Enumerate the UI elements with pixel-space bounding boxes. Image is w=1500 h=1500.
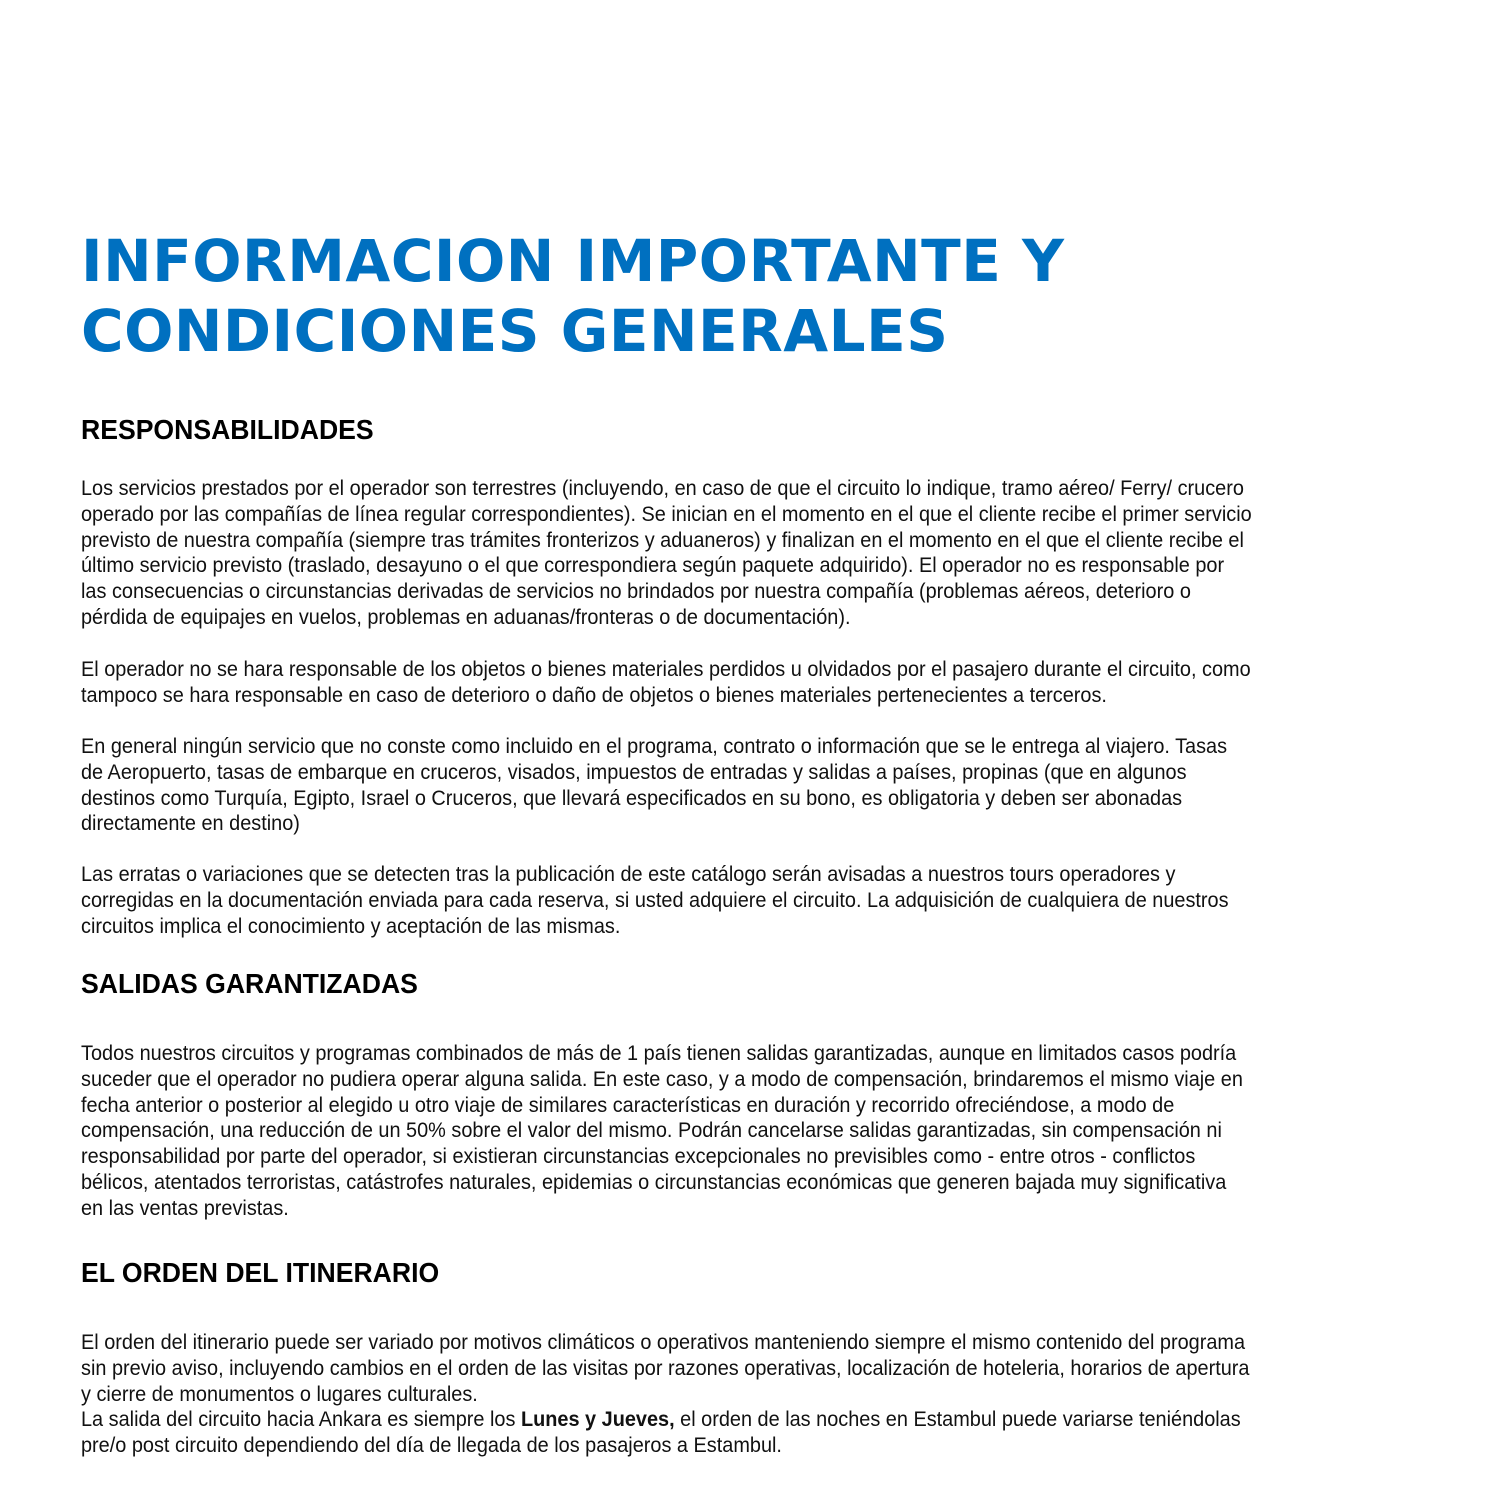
paragraph-orden-itinerario-2 xyxy=(81,1407,1241,1459)
text-line: Los servicios prestados por el operador son terrestres (incluyendo, en caso de que el circuito lo indique, tramo aéreo/ Ferry/ crucero xyxy=(81,476,1244,500)
section-heading-salidas-garantizadas: SALIDAS GARANTIZADAS xyxy=(81,968,418,999)
text-line: Todos nuestros circuitos y programas combinados de más de 1 país tienen salidas garantizadas, aunque en limitados casos podría xyxy=(81,1041,1237,1065)
paragraph-responsabilidades-1 xyxy=(81,476,1252,631)
text-line: directamente en destino) xyxy=(81,811,300,836)
paragraph-orden-itinerario-1 xyxy=(81,1330,1249,1407)
title-line-1: INFORMACION IMPORTANTE Y xyxy=(81,227,1065,295)
text-line: suceder que el operador no pudiera operar alguna salida. En este caso, y a modo de compensación, brindaremos el mismo viaje en xyxy=(81,1066,1243,1091)
text-line: tampoco se hara responsable en caso de deterioro o daño de objetos o bienes materiales pertenecientes a terceros. xyxy=(81,682,1107,707)
paragraph-responsabilidades-2 xyxy=(81,657,1251,709)
paragraph-responsabilidades-4 xyxy=(81,862,1229,939)
title-line-2: CONDICIONES GENERALES xyxy=(81,297,949,365)
text-line: circuitos implica el conocimiento y aceptación de las mismas. xyxy=(81,913,621,938)
text-line: bélicos, atentados terroristas, catástrofes naturales, epidemias o circunstancias económicas que generen bajada muy significativa xyxy=(81,1169,1227,1194)
text-line: de Aeropuerto, tasas de embarque en cruceros, visados, impuestos de entradas y salidas a países, propinas (que en algunos xyxy=(81,759,1187,784)
text-segment: La salida del circuito hacia Ankara es siempre los xyxy=(81,1407,521,1431)
text-line: las consecuencias o circunstancias derivadas de servicios no brindados por nuestra compañía (problemas aéreos, deterioro o xyxy=(81,579,1191,604)
text-line: último servicio previsto (traslado, desayuno o el que correspondiera según paquete adquirido). El operador no es responsable por xyxy=(81,553,1225,578)
text-line: previsto de nuestra compañía (siempre tras trámites fronterizos y aduaneros) y finalizan en el momento en el que el cliente recibe el xyxy=(81,527,1244,552)
bold-days-text: Lunes y Jueves, xyxy=(520,1407,675,1431)
text-line: corregidas en la documentación enviada para cada reserva, si usted adquiere el circuito. La adquisición de cualquiera de nuestros xyxy=(81,887,1229,912)
text-line: pre/o post circuito dependiendo del día de llegada de los pasajeros a Estambul. xyxy=(81,1432,782,1457)
text-line: y cierre de monumentos o lugares culturales. xyxy=(81,1381,478,1406)
text-line: destinos como Turquía, Egipto, Israel o Cruceros, que llevará especificados en su bono, es obligatoria y deben ser abonadas xyxy=(81,785,1183,810)
text-line: responsabilidad por parte del operador, si existieran circunstancias excepcionales no previsibles como - entre otros - conflictos xyxy=(81,1144,1196,1169)
paragraph-salidas-garantizadas xyxy=(81,1041,1243,1222)
text-line: compensación, una reducción de un 50% sobre el valor del mismo. Podrán cancelarse salidas garantizadas, sin compensación ni xyxy=(81,1118,1222,1143)
text-line: Las erratas o variaciones que se detecten tras la publicación de este catálogo serán avisadas a nuestros tours operadores y xyxy=(81,862,1176,886)
text-line xyxy=(81,1407,1241,1433)
text-line: El orden del itinerario puede ser variado por motivos climáticos o operativos manteniendo siempre el mismo contenido del programa xyxy=(81,1330,1246,1354)
section-heading-orden-itinerario: EL ORDEN DEL ITINERARIO xyxy=(81,1257,440,1288)
paragraph-responsabilidades-3 xyxy=(81,734,1227,837)
text-line: En general ningún servicio que no conste como incluido en el programa, contrato o información que se le entrega al viajero. Tasas xyxy=(81,734,1228,758)
text-line: pérdida de equipajes en vuelos, problemas en aduanas/fronteras o de documentación). xyxy=(81,604,851,629)
text-line: sin previo aviso, incluyendo cambios en el orden de las visitas por razones operativas, localización de hoteleria, horarios de apertura xyxy=(81,1355,1250,1380)
text-line: fecha anterior o posterior al elegido u otro viaje de similares características en duración y recorrido ofreciéndose, a modo de xyxy=(81,1092,1175,1117)
section-heading-responsabilidades: RESPONSABILIDADES xyxy=(81,414,374,445)
text-segment: el orden de las noches en Estambul puede variarse teniéndolas xyxy=(674,1407,1241,1431)
text-line: en las ventas previstas. xyxy=(81,1195,289,1220)
text-line: El operador no se hara responsable de los objetos o bienes materiales perdidos u olvidados por el pasajero durante el circuito, como xyxy=(81,657,1251,681)
text-line: operado por las compañías de línea regular correspondientes). Se inician en el momento en el que el cliente recibe el primer servicio xyxy=(81,501,1252,526)
document-title xyxy=(81,226,1065,366)
